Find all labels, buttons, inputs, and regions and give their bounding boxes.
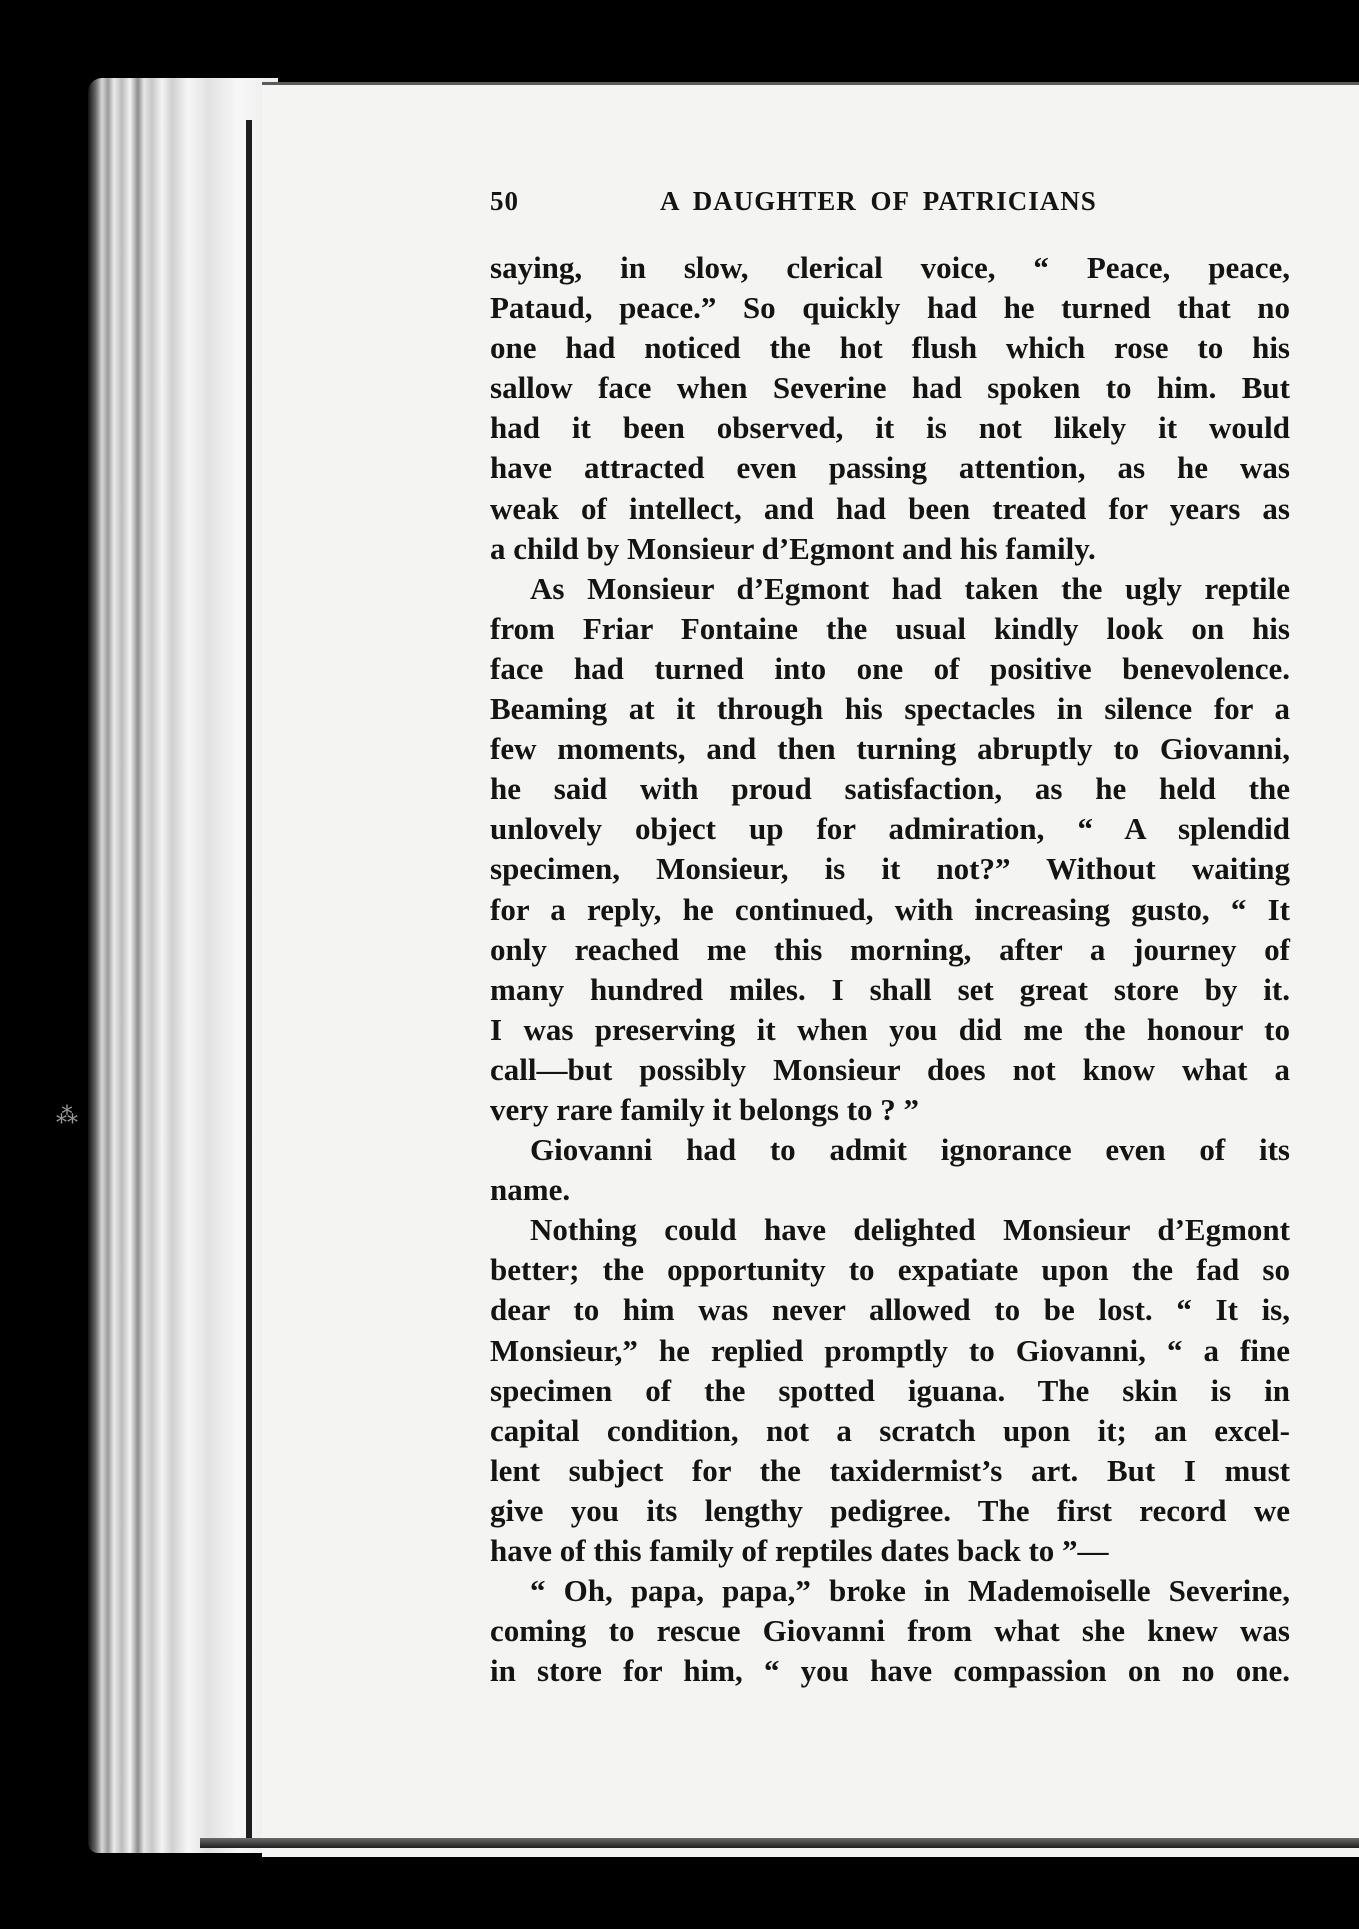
text-line: give you its lengthy pedigree. The first record we bbox=[490, 1492, 1290, 1528]
text-line: lent subject for the taxidermist’s art. But I must bbox=[490, 1452, 1290, 1488]
text-line: Monsieur,” he replied promptly to Giovanni, “ a fine bbox=[490, 1332, 1290, 1368]
text-line: name. bbox=[490, 1172, 571, 1208]
text-line: dear to him was never allowed to be lost. “ It is, bbox=[490, 1292, 1290, 1328]
text-line: saying, in slow, clerical voice, “ Peace, peace, bbox=[490, 250, 1290, 285]
text-line: only reached me this morning, after a journey of bbox=[490, 931, 1290, 967]
text-line: one had noticed the hot flush which rose to his bbox=[490, 330, 1290, 366]
page-header bbox=[490, 186, 1290, 222]
text-line: sallow face when Severine had spoken to him. But bbox=[490, 370, 1290, 406]
scan-artifact-icon: ⁂ bbox=[56, 1103, 78, 1128]
text-line: many hundred miles. I shall set great store by it. bbox=[490, 971, 1290, 1007]
text-line: few moments, and then turning abruptly to Giovanni, bbox=[490, 731, 1290, 767]
text-line: very rare family it belongs to ? ” bbox=[490, 1091, 920, 1127]
text-line: Giovanni had to admit ignorance even of its bbox=[530, 1132, 1290, 1168]
page-bottom-edge bbox=[200, 1838, 1359, 1848]
text-line: specimen of the spotted iguana. The skin is in bbox=[490, 1372, 1290, 1408]
text-line: As Monsieur d’Egmont had taken the ugly reptile bbox=[530, 570, 1290, 606]
gutter-shadow bbox=[246, 120, 252, 1840]
text-line: specimen, Monsieur, is it not?” Without waiting bbox=[490, 851, 1290, 887]
text-line: in store for him, “ you have compassion on no one. bbox=[490, 1653, 1290, 1689]
text-line: better; the opportunity to expatiate upon the fad so bbox=[490, 1252, 1290, 1288]
text-line: he said with proud satisfaction, as he held the bbox=[490, 771, 1290, 807]
text-line: unlovely object up for admiration, “ A splendid bbox=[490, 811, 1290, 847]
running-title: A DAUGHTER OF PATRICIANS bbox=[660, 186, 1097, 216]
text-line: face had turned into one of positive benevolence. bbox=[490, 650, 1290, 686]
text-line: coming to rescue Giovanni from what she knew was bbox=[490, 1613, 1290, 1649]
text-line: from Friar Fontaine the usual kindly look on his bbox=[490, 610, 1290, 646]
text-line: weak of intellect, and had been treated for years as bbox=[490, 490, 1290, 526]
text-line: Nothing could have delighted Monsieur d’Egmont bbox=[530, 1212, 1290, 1248]
text-line: have attracted even passing attention, as he was bbox=[490, 450, 1290, 486]
text-line: I was preserving it when you did me the honour to bbox=[490, 1011, 1290, 1047]
text-line: Beaming at it through his spectacles in silence for a bbox=[490, 691, 1290, 727]
body-text bbox=[490, 248, 1290, 1691]
text-line: a child by Monsieur d’Egmont and his family. bbox=[490, 530, 1096, 566]
text-line: for a reply, he continued, with increasing gusto, “ It bbox=[490, 891, 1290, 927]
text-line: Pataud, peace.” So quickly had he turned that no bbox=[490, 290, 1290, 326]
text-line: call—but possibly Monsieur does not know what a bbox=[490, 1051, 1290, 1087]
text-line: have of this family of reptiles dates back to ”— bbox=[490, 1533, 1109, 1568]
text-line: “ Oh, papa, papa,” broke in Mademoiselle Severine, bbox=[530, 1573, 1290, 1609]
page-number: 50 bbox=[490, 186, 519, 216]
text-line: had it been observed, it is not likely it would bbox=[490, 410, 1290, 446]
text-line: capital condition, not a scratch upon it; an excel- bbox=[490, 1412, 1290, 1448]
